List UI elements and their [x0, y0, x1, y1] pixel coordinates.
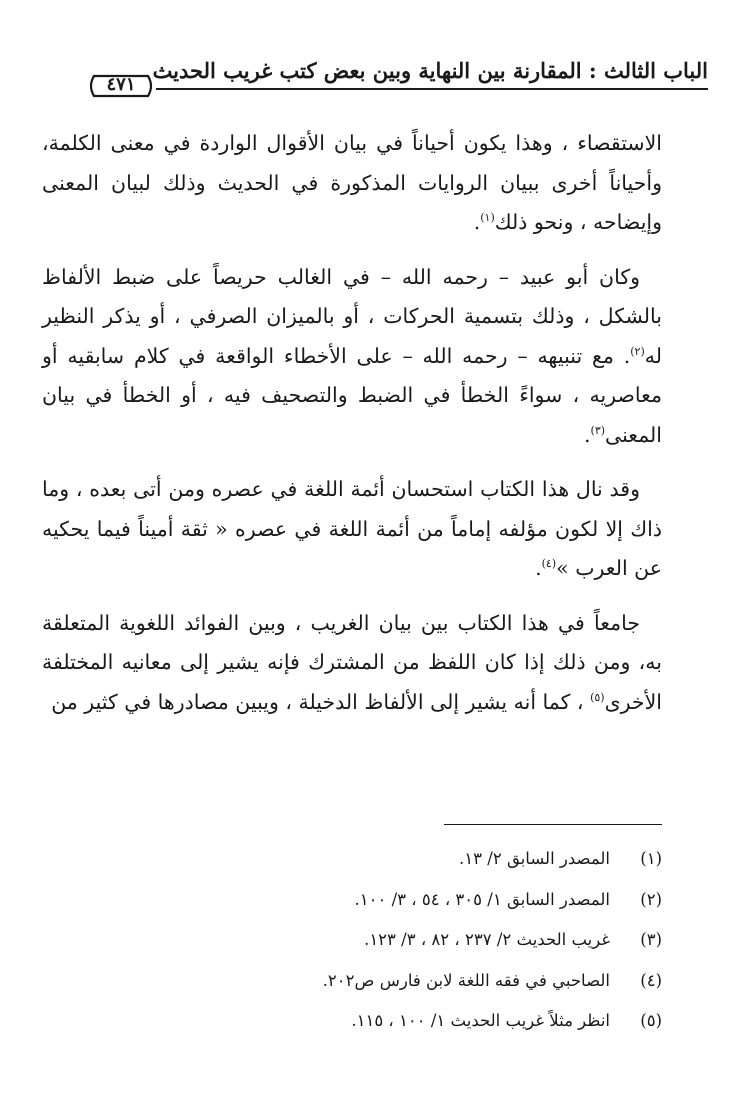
footnote-ref-1[interactable]: (١) — [480, 211, 495, 225]
paragraph-2: وكان أبو عبيد – رحمه الله – في الغالب حريصاً على ضبط الألفاظ بالشكل ، وذلك بتسمية الحركات ، أو بالميزان الصرفي ، أو يذكر النظير له$^{(٢)}$. مع تنبيهه – رحمه الله – على الأخطاء الواقعة في كلام سابقيه أو معاصريه ، سواءً الخطأ في الضبط والتصحيف فيه ، أو الخطأ في بيان المعنى$^{(٣)}$. — [42, 264, 662, 447]
footnote-number: (٥) — [640, 1011, 662, 1030]
footnote-text: الصاحبي في فقه اللغة لابن فارس ص٢٠٢. — [322, 970, 610, 990]
running-header — [88, 56, 708, 96]
footnote-5 — [42, 1008, 662, 1049]
footnote-number: (١) — [640, 849, 662, 868]
chapter-title: الباب الثالث : المقارنة بين النهاية وبين بعض كتب غريب الحديث — [152, 58, 708, 83]
footnote-1 — [42, 846, 662, 887]
footnote-separator — [444, 824, 662, 825]
footnote-ref-2[interactable]: (٢) — [630, 344, 645, 358]
footnote-number: (٢) — [640, 889, 662, 909]
main-text — [42, 124, 662, 737]
footnote-ref-4[interactable]: (٤) — [541, 557, 557, 571]
footnotes-list — [42, 846, 662, 1049]
paragraph-4: جامعاً في هذا الكتاب بين بيان الغريب ، وبين الفوائد اللغوية المتعلقة به، ومن ذلك إذا كان اللفظ من المشترك فإنه يشير إلى معانيه المختلفة الأخرى$^{(٥)}$ ، كما أنه يشير إلى الألفاظ الدخيلة ، ويبين مصادرها في كثير من — [42, 610, 662, 714]
header-rule — [156, 88, 708, 90]
footnote-text: المصدر السابق ١/ ٣٠٥ ، ٥٤ ، ٣/ ١٠٠. — [354, 889, 610, 909]
footnote-ref-3[interactable]: (٣) — [590, 423, 606, 437]
footnote-number: (٤) — [640, 970, 662, 990]
footnote-number: (٣) — [640, 930, 662, 949]
footnote-ref-5[interactable]: (٥) — [590, 690, 605, 704]
footnote-3 — [42, 927, 662, 968]
footnote-text: غريب الحديث ٢/ ٢٣٧ ، ٨٢ ، ٣/ ١٢٣. — [364, 930, 610, 949]
footnote-text: انظر مثلاً غريب الحديث ١/ ١٠٠ ، ١١٥. — [351, 1011, 610, 1030]
paragraph-1: الاستقصاء ، وهذا يكون أحياناً في بيان الأقوال الواردة في معنى الكلمة، وأحياناً أخرى ببيان الروايات المذكورة في الحديث وذلك لبيان المعنى وإيضاحه ، ونحو ذلك$^{(١)}$. — [42, 131, 662, 234]
page-number-badge — [86, 74, 156, 96]
paragraph-3: وقد نال هذا الكتاب استحسان أئمة اللغة في عصره ومن أتى بعده ، وما ذاك إلا لكون مؤلفه إماماً من أئمة اللغة في عصره « ثقة أميناً فيما يحكيه عن العرب »$^{(٤)}$. — [42, 477, 662, 580]
page-number: ٤٧١ — [106, 74, 136, 95]
footnote-4 — [42, 968, 662, 1009]
footnote-text: المصدر السابق ٢/ ١٣. — [459, 849, 610, 868]
footnote-2 — [42, 887, 662, 928]
